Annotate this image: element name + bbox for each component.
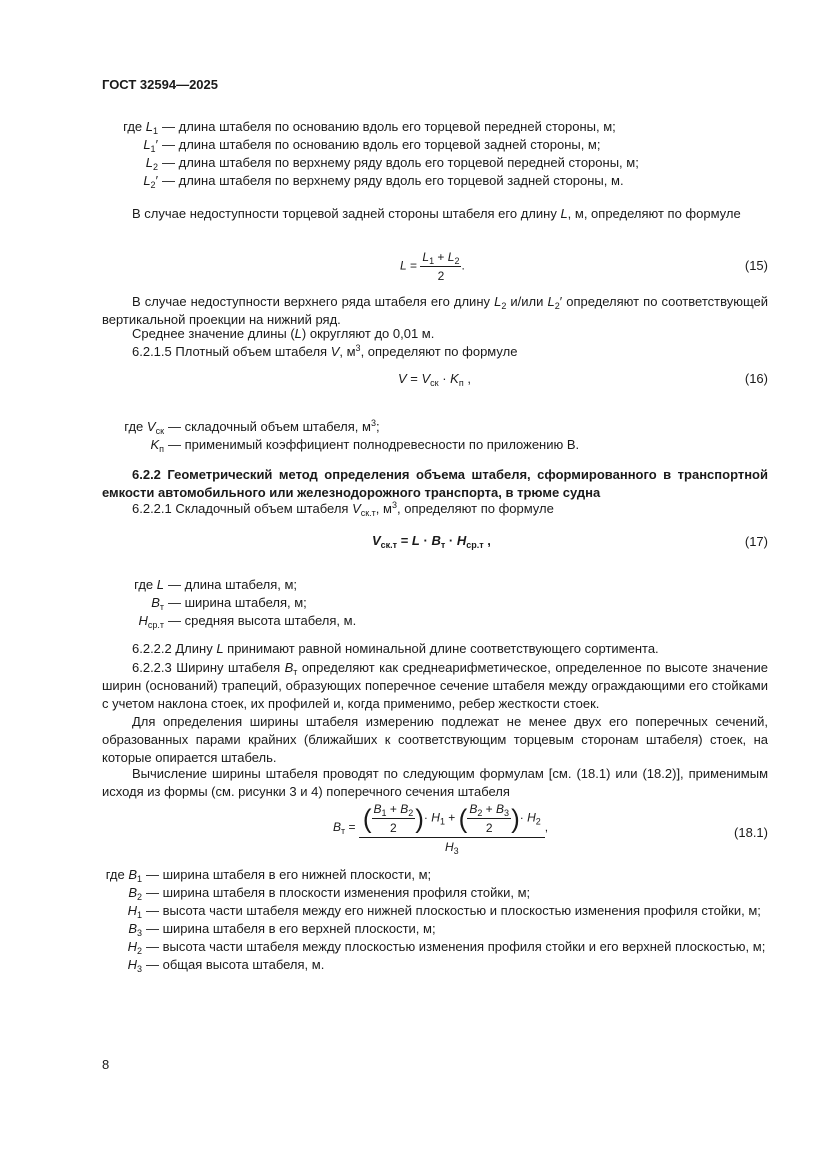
definition-text: — длина штабеля по основанию вдоль его торцевой задней стороны, м; [162, 137, 601, 152]
equation-number-17: (17) [744, 534, 768, 549]
definition-symbol: где $B_1$ [105, 867, 142, 884]
definition-text: — ширина штабеля в плоскости изменения профиля стойки, м; [146, 885, 531, 900]
definition-list-volume [100, 418, 768, 454]
definition-symbol: $H_3$ [127, 957, 142, 974]
definition-row [100, 884, 768, 902]
definition-symbol: где L [134, 577, 164, 592]
definition-row [100, 866, 768, 884]
definition-row [100, 136, 768, 154]
definition-row [100, 956, 768, 974]
definition-text: — складочный объем штабеля, $м^3$; [168, 418, 380, 434]
equation-number-18-1: (18.1) [734, 825, 768, 840]
definition-symbol: $B_3$ [128, 921, 142, 938]
paragraph-formula-intro: В случае недоступности торцевой задней стороны штабеля его длину L, м, определяют по формуле [132, 206, 741, 221]
definition-symbol: $L_2$ [145, 155, 158, 172]
definition-text: — общая высота штабеля, м. [146, 957, 325, 972]
page-number: 8 [102, 1057, 110, 1072]
definition-symbol: $K_п$ [150, 437, 164, 454]
definition-text: — длина штабеля, м; [168, 577, 298, 592]
definition-row [100, 938, 768, 956]
section-title-6-2-2: 6.2.2 Геометрический метод определения объема штабеля, сформированного в транспортной емкости автомобильного или железнодорожного транспорта, в трюме судна [102, 467, 768, 500]
formula-17: $V_{ск.т} = L \cdot B_т \cdot H_{ср.т}$ , [372, 533, 491, 550]
definition-row [100, 118, 768, 136]
paragraph-6-2-1-5: 6.2.1.5 Плотный объем штабеля V, $м^3$, определяют по формуле [132, 343, 518, 359]
definition-symbol: где $L_1$ [123, 119, 158, 136]
equation-number-15: (15) [744, 258, 768, 273]
definition-row [100, 418, 768, 436]
definition-symbol: $L_2'$ [143, 173, 158, 190]
definition-row [100, 612, 768, 630]
definition-list-lengths [100, 118, 768, 190]
definition-text: — длина штабеля по основанию вдоль его торцевой передней стороны, м; [162, 119, 616, 134]
formula-18-1: $B_т$ = ( $\frac{B_1 + B_2}{2}$ )· $H_1$ + ( $\frac{B_2 + B_3}{2}$ )· $H_2$ $H_3$ , [333, 802, 549, 856]
equation-number-16: (16) [744, 371, 768, 386]
paragraph-6-2-2-1: 6.2.2.1 Складочный объем штабеля $V_{ск.т}$, $м^3$, определяют по формуле [132, 500, 554, 518]
definition-list-width [100, 866, 768, 974]
definition-symbol: $B_2$ [128, 885, 142, 902]
definition-list-dimensions [100, 576, 768, 630]
definition-text: — ширина штабеля в его нижней плоскости, м; [146, 867, 432, 882]
definition-text: — длина штабеля по верхнему ряду вдоль его торцевой передней стороны, м; [162, 155, 639, 170]
paragraph-6-2-2-2: 6.2.2.2 Длину L принимают равной номинальной длине соответствующего сортимента. [132, 641, 659, 656]
definition-symbol: $L_1'$ [143, 137, 158, 154]
formula-15: L = $\frac{L_1 + L_2}{2}$ . [400, 250, 465, 283]
definition-row [100, 172, 768, 190]
definition-symbol: $H_2$ [127, 939, 142, 956]
definition-text: — ширина штабеля в его верхней плоскости, м; [146, 921, 436, 936]
document-header: ГОСТ 32594—2025 [102, 77, 218, 92]
paragraph-cross-sections: Для определения ширины штабеля измерению подлежат не менее двух его поперечных сечений, образованных парами крайних (ближайших к соответствующим торцевым сторонам штабеля) стоек, на которые опирается штабель. [102, 714, 768, 765]
definition-text: — длина штабеля по верхнему ряду вдоль его торцевой задней стороны, м. [162, 173, 624, 188]
definition-text: — ширина штабеля, м; [168, 595, 307, 610]
definition-row [100, 920, 768, 938]
definition-row [100, 436, 768, 454]
formula-16: $V = V_{ск} \cdot K_п$ , [398, 371, 471, 388]
definition-row [100, 154, 768, 172]
paragraph-6-2-2-3: 6.2.2.3 Ширину штабеля $B_т$ определяют как среднеарифметическое, определенное по высоте значение ширин (оснований) трапеций, образующих поперечное сечение штабеля между ограждающими его стойками с учетом наклона стоек, их профилей и, когда применимо, ребер жесткости стоек. [102, 660, 768, 711]
definition-symbol: $H_{ср.т}$ [138, 613, 164, 630]
definition-symbol: $B_т$ [151, 595, 164, 612]
definition-row [100, 594, 768, 612]
definition-text: — средняя высота штабеля, м. [168, 613, 357, 628]
definition-text: — высота части штабеля между плоскостью изменения профиля стойки и его верхней плоскостью, м; [146, 939, 766, 954]
definition-row [100, 576, 768, 594]
definition-text: — высота части штабеля между его нижней плоскостью и плоскостью изменения профиля стойки, м; [146, 903, 761, 918]
definition-symbol: где $V_{ск}$ [124, 419, 164, 436]
definition-symbol: $H_1$ [127, 903, 142, 920]
definition-text: — применимый коэффициент полнодревесности по приложению В. [168, 437, 580, 452]
paragraph-upper-row: В случае недоступности верхнего ряда штабеля его длину $L_2$ и/или $L_2'$ определяют по соответствующей вертикальной проекции на нижний ряд. [102, 294, 768, 327]
paragraph-rounding: Среднее значение длины (L) округляют до 0,01 м. [132, 326, 435, 341]
definition-row [100, 902, 768, 920]
paragraph-width-calc: Вычисление ширины штабеля проводят по следующим формулам [см. (18.1) или (18.2)], применимым исходя из формы (см. рисунки 3 и 4) поперечного сечения штабеля [102, 766, 768, 799]
